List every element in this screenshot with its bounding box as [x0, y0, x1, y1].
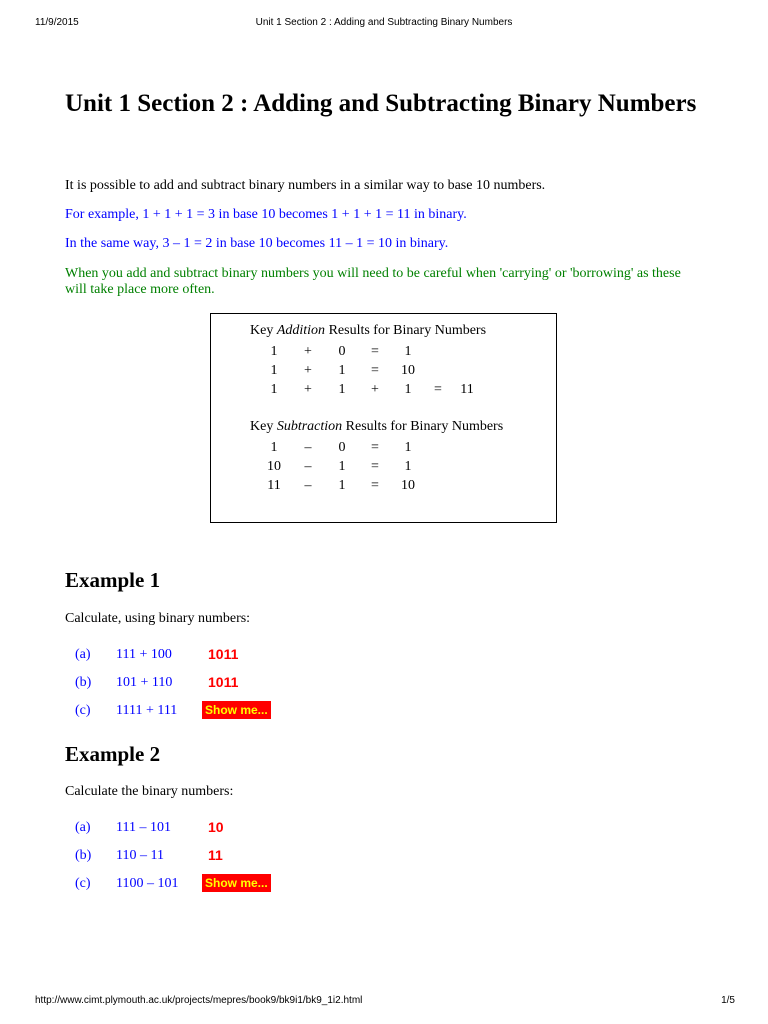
cell: = [371, 344, 379, 359]
cell: = [434, 382, 442, 397]
cell: 0 [338, 440, 346, 455]
cell: = [371, 459, 379, 474]
cell: 10 [401, 478, 415, 493]
key-results-box [210, 313, 557, 523]
question-label: (b) [75, 675, 92, 690]
addition-title-suffix: Results for Binary Numbers [325, 323, 487, 338]
print-header-title: Unit 1 Section 2 : Adding and Subtracting Binary Numbers [255, 17, 513, 28]
cell: 1 [338, 459, 346, 474]
question-expression: 1100 – 101 [116, 876, 179, 891]
cell: + [304, 344, 312, 359]
question-label: (c) [75, 876, 91, 891]
addition-title-prefix: Key [250, 323, 277, 338]
carrying-note: When you add and subtract binary numbers you will need to be careful when 'carrying' or 'borrowing' as these will take place more often. [65, 266, 681, 297]
addition-row [259, 363, 423, 379]
answer-value: 1011 [208, 646, 239, 662]
cell: 10 [267, 459, 281, 474]
addition-title-emphasis: Addition [276, 323, 326, 338]
question-row [65, 647, 465, 667]
question-expression: 110 – 11 [116, 848, 164, 863]
example1-heading: Example 1 [65, 568, 161, 592]
subtraction-title-emphasis: Subtraction [276, 419, 343, 434]
cell: – [304, 440, 312, 455]
question-label: (a) [75, 647, 91, 662]
cell: 10 [401, 363, 415, 378]
example1-prompt: Calculate, using binary numbers: [65, 611, 251, 626]
cell: + [304, 363, 312, 378]
addition-key-heading [250, 323, 486, 339]
subtraction-key-heading [250, 419, 503, 435]
print-page-number: 1/5 [721, 995, 735, 1006]
cell: 0 [338, 344, 346, 359]
example-text-addition: For example, 1 + 1 + 1 = 3 in base 10 becomes 1 + 1 + 1 = 11 in binary. [65, 207, 467, 222]
cell: 11 [460, 382, 474, 397]
cell: 1 [338, 363, 346, 378]
print-date: 11/9/2015 [35, 17, 79, 28]
question-label: (c) [75, 703, 91, 718]
subtraction-title-suffix: Results for Binary Numbers [342, 419, 504, 434]
cell: 1 [404, 459, 412, 474]
subtraction-title-prefix: Key [250, 419, 277, 434]
question-row [65, 703, 465, 723]
cell: 1 [338, 478, 346, 493]
cell: 1 [270, 363, 278, 378]
cell: 1 [338, 382, 346, 397]
subtraction-row [259, 440, 423, 456]
question-expression: 101 + 110 [116, 675, 173, 690]
question-row [65, 848, 465, 868]
question-expression: 111 + 100 [116, 647, 172, 662]
cell: + [304, 382, 312, 397]
cell: – [304, 459, 312, 474]
cell: 1 [404, 382, 412, 397]
question-row [65, 675, 465, 695]
cell: 1 [270, 344, 278, 359]
question-expression: 111 – 101 [116, 820, 171, 835]
cell: 11 [267, 478, 281, 493]
question-label: (a) [75, 820, 91, 835]
example2-heading: Example 2 [65, 742, 161, 766]
example-text-subtraction: In the same way, 3 – 1 = 2 in base 10 becomes 11 – 1 = 10 in binary. [65, 236, 449, 251]
answer-value: 11 [208, 847, 223, 863]
main-content [65, 88, 705, 891]
question-row [65, 876, 465, 896]
cell: 1 [270, 440, 278, 455]
subtraction-row [259, 459, 423, 475]
cell: = [371, 440, 379, 455]
page-title: Unit 1 Section 2 : Adding and Subtracting Binary Numbers [65, 90, 697, 117]
cell: 1 [404, 440, 412, 455]
intro-text: It is possible to add and subtract binary numbers in a similar way to base 10 numbers. [65, 178, 546, 193]
question-expression: 1111 + 111 [116, 703, 178, 718]
print-footer-url: http://www.cimt.plymouth.ac.uk/projects/mepres/book9/bk9i1/bk9_1i2.html [35, 995, 363, 1006]
cell: + [371, 382, 379, 397]
cell: = [371, 478, 379, 493]
answer-value: 10 [208, 819, 224, 835]
show-me-button[interactable]: Show me... [202, 874, 271, 892]
show-me-button[interactable]: Show me... [202, 701, 271, 719]
subtraction-row [259, 478, 423, 494]
question-row [65, 820, 465, 840]
cell: 1 [404, 344, 412, 359]
cell: = [371, 363, 379, 378]
question-label: (b) [75, 848, 92, 863]
addition-row [259, 382, 481, 398]
addition-row [259, 344, 423, 360]
cell: 1 [270, 382, 278, 397]
example2-prompt: Calculate the binary numbers: [65, 784, 234, 799]
cell: – [304, 478, 312, 493]
answer-value: 1011 [208, 674, 239, 690]
